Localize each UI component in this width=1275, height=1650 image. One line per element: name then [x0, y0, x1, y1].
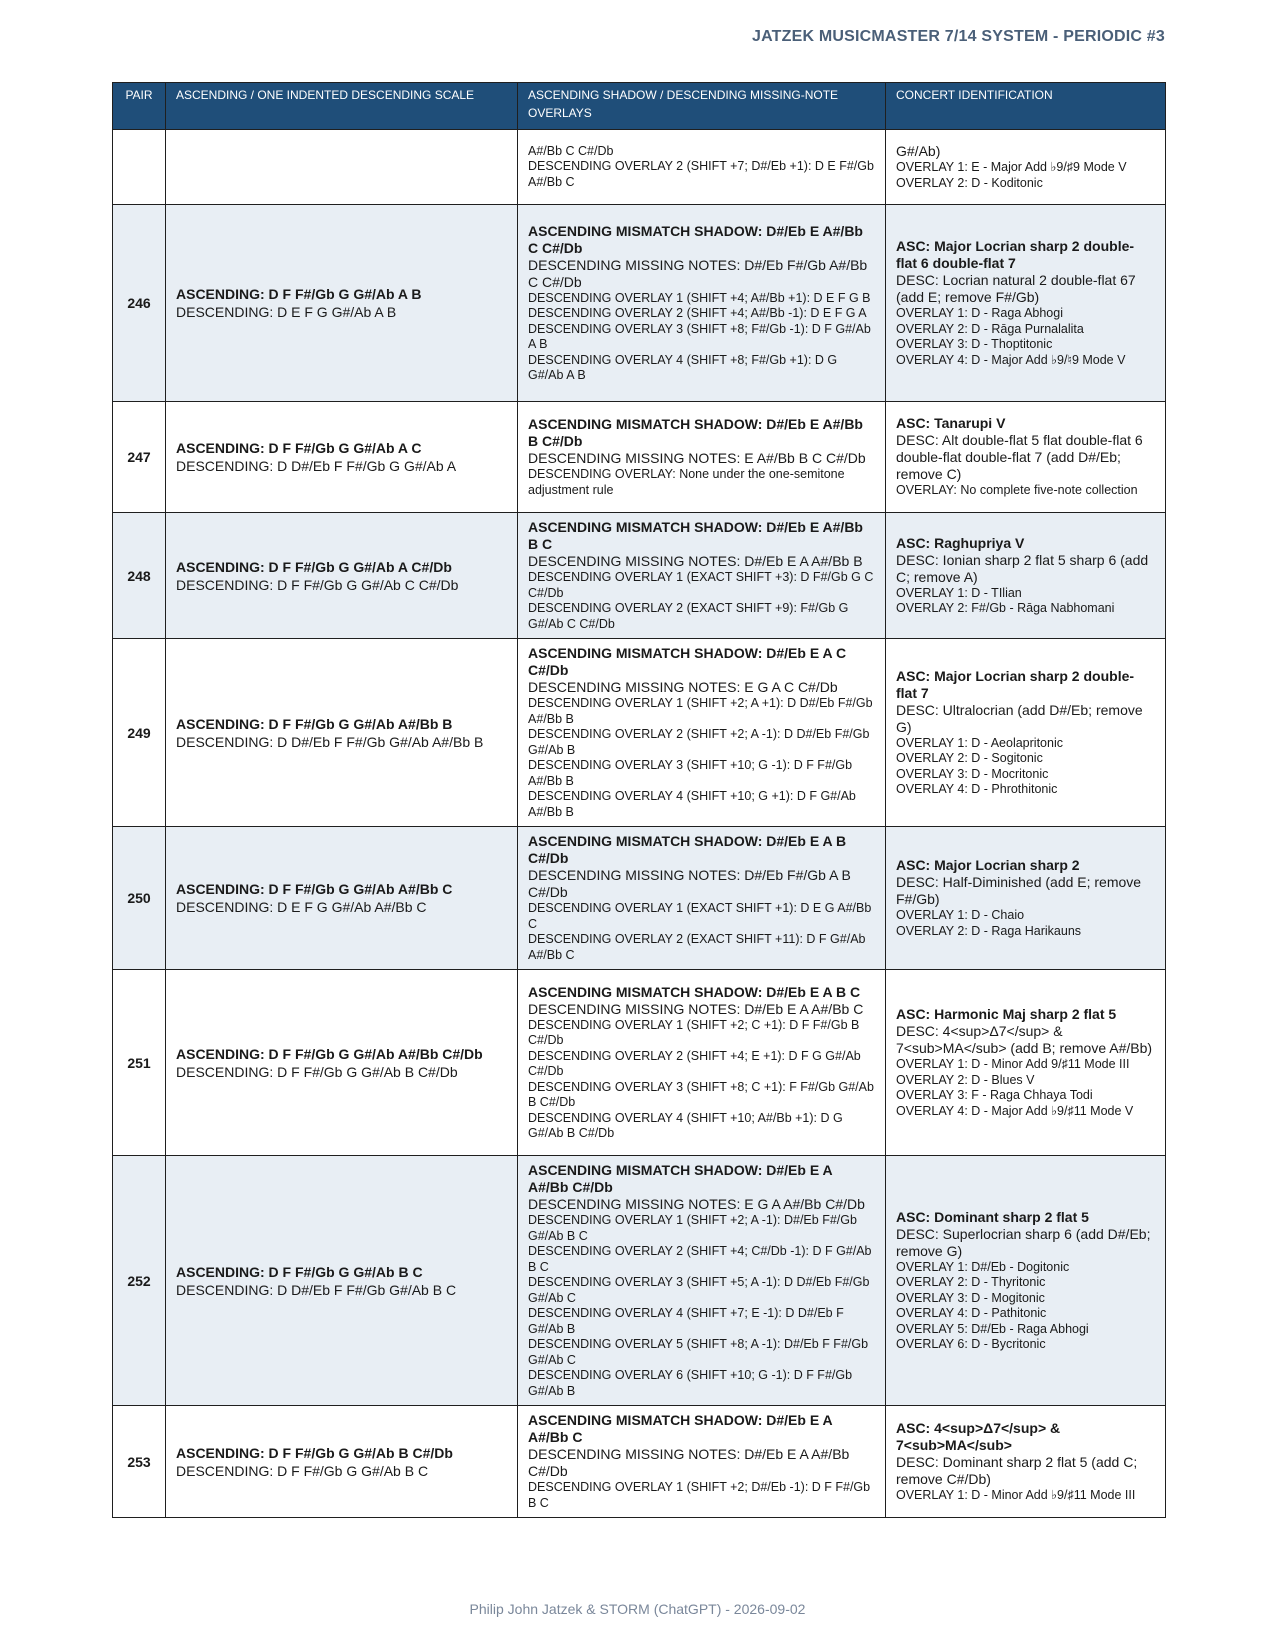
concert-overlay: OVERLAY 5: D#/Eb - Raga Abhogi — [896, 1321, 1089, 1336]
table-row — [113, 1156, 1166, 1406]
concert-overlay: OVERLAY 2: D - Koditonic — [896, 175, 1043, 190]
concert-overlay: OVERLAY 1: D - Minor Add ♭9/♯11 Mode III — [896, 1487, 1136, 1502]
concert-overlay: OVERLAY 1: D - TIlian — [896, 585, 1022, 600]
concert-ascending: ASC: Major Locrian sharp 2 double-flat 6 double-flat 7 — [896, 238, 1135, 271]
page-title: JATZEK MUSICMASTER 7/14 SYSTEM - PERIODIC #3 — [751, 28, 1165, 45]
scale-cell — [166, 205, 518, 402]
descending-overlay: DESCENDING OVERLAY 1 (EXACT SHIFT +3): D F#/Gb G C C#/Db — [528, 570, 874, 600]
table-row — [113, 205, 1166, 402]
table-header-row — [113, 83, 1166, 130]
descending-scale: DESCENDING: D F F#/Gb G G#/Ab C C#/Db — [176, 576, 459, 593]
missing-notes: DESCENDING MISSING NOTES: D#/Eb F#/Gb A#/Bb C C#/Db — [528, 256, 868, 290]
descending-overlay: DESCENDING OVERLAY 3 (SHIFT +10; G -1): D F F#/Gb A#/Bb B — [528, 758, 853, 788]
scale-cell — [166, 970, 518, 1156]
ascending-scale: ASCENDING: D F F#/Gb G G#/Ab A#/Bb B — [176, 715, 453, 732]
pair-number: 250 — [113, 827, 166, 970]
concert-descending: DESC: Ultralocrian (add D#/Eb; remove G) — [896, 701, 1143, 735]
concert-overlay: OVERLAY: No complete five-note collection — [896, 483, 1138, 498]
ascending-shadow: ASCENDING MISMATCH SHADOW: D#/Eb E A#/Bb C C#/Db — [528, 222, 863, 256]
ascending-shadow: ASCENDING MISMATCH SHADOW: D#/Eb E A#/Bb B C#/Db — [528, 416, 863, 449]
overlay-cell — [518, 1406, 886, 1518]
ascending-shadow: ASCENDING MISMATCH SHADOW: D#/Eb E A B C#/Db — [528, 833, 847, 866]
missing-notes: DESCENDING MISSING NOTES: E G A C C#/Db — [528, 679, 838, 695]
missing-notes: DESCENDING MISSING NOTES: D#/Eb E A A#/Bb C#/Db — [528, 1446, 850, 1479]
overlay-cell — [518, 402, 886, 513]
overlay-cell — [518, 970, 886, 1156]
concert-cell — [886, 402, 1166, 513]
concert-cell — [886, 205, 1166, 402]
pair-number: 247 — [113, 402, 166, 513]
pair-number — [113, 130, 166, 205]
concert-ascending: ASC: 4<sup>Δ7</sup> & 7<sub>MA</sub> — [896, 1419, 1061, 1453]
pair-number: 253 — [113, 1406, 166, 1518]
concert-descending: DESC: 4<sup>Δ7</sup> & 7<sub>MA</sub> (add B; remove A#/Bb) — [896, 1023, 1153, 1056]
pair-number: 249 — [113, 639, 166, 827]
pair-number: 246 — [113, 205, 166, 402]
concert-overlay: OVERLAY 2: F#/Gb - Rāga Nabhomani — [896, 601, 1115, 615]
descending-overlay: DESCENDING OVERLAY 6 (SHIFT +10; G -1): D F F#/Gb G#/Ab B — [528, 1368, 853, 1398]
ascending-shadow: ASCENDING MISMATCH SHADOW: D#/Eb E A A#/Bb C#/Db — [528, 1162, 833, 1195]
table-row — [113, 639, 1166, 827]
concert-overlay: OVERLAY 3: D - Mocritonic — [896, 766, 1049, 781]
table-row — [113, 513, 1166, 639]
overlay-cell — [518, 205, 886, 402]
descending-overlay: DESCENDING OVERLAY 3 (SHIFT +8; C +1): F F#/Gb G#/Ab B C#/Db — [528, 1079, 874, 1109]
missing-notes: DESCENDING MISSING NOTES: E G A A#/Bb C#/Db — [528, 1196, 865, 1212]
scale-cell — [166, 513, 518, 639]
descending-scale: DESCENDING: D F F#/Gb G G#/Ab B C#/Db — [176, 1063, 458, 1080]
concert-overlay: OVERLAY 3: F - Raga Chhaya Todi — [896, 1088, 1093, 1102]
concert-ascending: ASC: Harmonic Maj sharp 2 flat 5 — [896, 1006, 1117, 1022]
ascending-scale: ASCENDING: D F F#/Gb G G#/Ab A B — [176, 286, 422, 302]
concert-ascending: ASC: Raghupriya V — [896, 534, 1025, 551]
scale-cell — [166, 1156, 518, 1406]
missing-notes: DESCENDING MISSING NOTES: D#/Eb E A A#/Bb B — [528, 553, 863, 569]
descending-overlay: DESCENDING OVERLAY 4 (SHIFT +10; G +1): D F G#/Ab A#/Bb B — [528, 789, 856, 819]
descending-scale: DESCENDING: D D#/Eb F F#/Gb G G#/Ab A — [176, 458, 457, 474]
concert-descending: DESC: Superlocrian sharp 6 (add D#/Eb; remove G) — [896, 1225, 1151, 1259]
concert-cell — [886, 970, 1166, 1156]
concert-overlay: OVERLAY 1: D - Aeolapritonic — [896, 735, 1063, 750]
concert-overlay: OVERLAY 3: D - Mogitonic — [896, 1290, 1045, 1305]
concert-ascending: ASC: Dominant sharp 2 flat 5 — [896, 1208, 1089, 1225]
missing-notes: DESCENDING MISSING NOTES: E A#/Bb B C C#/Db — [528, 450, 866, 466]
table-body — [113, 130, 1166, 1518]
scale-cell — [166, 639, 518, 827]
concert-overlay: OVERLAY 2: D - Thyritonic — [896, 1275, 1046, 1289]
descending-overlay: DESCENDING OVERLAY 1 (SHIFT +2; D#/Eb -1): D F F#/Gb B C — [528, 1480, 871, 1510]
pair-number: 248 — [113, 513, 166, 639]
overlay-cell — [518, 513, 886, 639]
concert-cell — [886, 513, 1166, 639]
table-row — [113, 1406, 1166, 1518]
descending-overlay: DESCENDING OVERLAY 2 (SHIFT +4; A#/Bb -1): D E F G A — [528, 306, 867, 320]
descending-scale: DESCENDING: D F F#/Gb G G#/Ab B C — [176, 1462, 429, 1479]
descending-overlay: DESCENDING OVERLAY 1 (SHIFT +4; A#/Bb +1): D E F G B — [528, 290, 871, 305]
ascending-scale: ASCENDING: D F F#/Gb G G#/Ab A C#/Db — [176, 558, 452, 575]
pair-number: 251 — [113, 970, 166, 1156]
table-row — [113, 130, 1166, 205]
descending-overlay: DESCENDING OVERLAY 3 (SHIFT +5; A -1): D D#/Eb F#/Gb G#/Ab C — [528, 1275, 870, 1305]
concert-overlay: OVERLAY 4: D - Phrothitonic — [896, 782, 1058, 796]
column-header-scale: ASCENDING / ONE INDENTED DESCENDING SCALE — [166, 83, 518, 130]
descending-scale: DESCENDING: D D#/Eb F F#/Gb G#/Ab A#/Bb B — [176, 733, 484, 750]
concert-overlay: OVERLAY 1: E - Major Add ♭9/♯9 Mode V — [896, 160, 1127, 174]
column-header-overlays: ASCENDING SHADOW / DESCENDING MISSING-NOTE OVERLAYS — [518, 83, 886, 130]
ascending-shadow: ASCENDING MISMATCH SHADOW: D#/Eb E A#/Bb B C — [528, 519, 863, 552]
concert-descending: DESC: Dominant sharp 2 flat 5 (add C; remove C#/Db) — [896, 1453, 1138, 1487]
concert-overlay: OVERLAY 2: D - Raga Harikauns — [896, 923, 1082, 938]
descending-overlay: DESCENDING OVERLAY 2 (SHIFT +7; D#/Eb +1): D E F#/Gb A#/Bb C — [528, 159, 874, 189]
ascending-scale: ASCENDING: D F F#/Gb G G#/Ab A#/Bb C#/Db — [176, 1045, 483, 1062]
descending-overlay: DESCENDING OVERLAY 2 (SHIFT +4; E +1): D F G G#/Ab C#/Db — [528, 1048, 861, 1078]
ascending-scale: ASCENDING: D F F#/Gb G G#/Ab A C — [176, 440, 422, 456]
page-footer: Philip John Jatzek & STORM (ChatGPT) - 2026-09-02 — [469, 1601, 806, 1617]
scale-cell — [166, 1406, 518, 1518]
concert-ascending: ASC: Major Locrian sharp 2 — [896, 857, 1080, 873]
descending-overlay: DESCENDING OVERLAY 2 (EXACT SHIFT +9): F#/Gb G G#/Ab C C#/Db — [528, 601, 849, 631]
descending-overlay: DESCENDING OVERLAY 1 (SHIFT +2; A +1): D D#/Eb F#/Gb A#/Bb B — [528, 696, 873, 726]
concert-overlay: OVERLAY 1: D - Raga Abhogi — [896, 306, 1063, 320]
overlay-cell — [518, 639, 886, 827]
concert-cell — [886, 639, 1166, 827]
ascending-scale: ASCENDING: D F F#/Gb G G#/Ab B C — [176, 1263, 423, 1280]
ascending-shadow: ASCENDING MISMATCH SHADOW: D#/Eb E A B C — [528, 983, 861, 1000]
concert-overlay: OVERLAY 4: D - Major Add ♭9/♮9 Mode V — [896, 352, 1126, 367]
ascending-shadow: ASCENDING MISMATCH SHADOW: D#/Eb E A A#/Bb C — [528, 1412, 833, 1445]
scale-cell — [166, 402, 518, 513]
concert-overlay: OVERLAY 1: D#/Eb - Dogitonic — [896, 1259, 1070, 1274]
concert-overlay: OVERLAY 6: D - Bycritonic — [896, 1337, 1046, 1351]
concert-overlay: OVERLAY 4: D - Major Add ♭9/♯11 Mode V — [896, 1103, 1134, 1118]
missing-notes: DESCENDING MISSING NOTES: D#/Eb E A A#/Bb C — [528, 1000, 864, 1017]
concert-overlay: OVERLAY 2: D - Sogitonic — [896, 751, 1043, 765]
ascending-scale: ASCENDING: D F F#/Gb G G#/Ab A#/Bb C — [176, 881, 453, 897]
concert-ascending: ASC: Tanarupi V — [896, 415, 1006, 432]
pair-number: 252 — [113, 1156, 166, 1406]
concert-cell — [886, 130, 1166, 205]
ascending-shadow: ASCENDING MISMATCH SHADOW: D#/Eb E A C C#/Db — [528, 645, 847, 678]
concert-cell — [886, 1156, 1166, 1406]
ascending-scale: ASCENDING: D F F#/Gb G G#/Ab B C#/Db — [176, 1444, 453, 1461]
concert-cell — [886, 1406, 1166, 1518]
scale-cell — [166, 130, 518, 205]
descending-overlay: DESCENDING OVERLAY 1 (EXACT SHIFT +1): D E G A#/Bb C — [528, 901, 872, 931]
descending-overlay: DESCENDING OVERLAY 1 (SHIFT +2; A -1): D#/Eb F#/Gb G#/Ab B C — [528, 1213, 857, 1243]
descending-overlay: DESCENDING OVERLAY 4 (SHIFT +7; E -1): D D#/Eb F G#/Ab B — [528, 1306, 844, 1336]
descending-overlay: DESCENDING OVERLAY 5 (SHIFT +8; A -1): D#/Eb F F#/Gb G#/Ab C — [528, 1337, 869, 1367]
concert-overlay: OVERLAY 1: D - Minor Add 9/♯11 Mode III — [896, 1057, 1130, 1071]
missing-notes: DESCENDING MISSING NOTES: D#/Eb F#/Gb A B C#/Db — [528, 867, 851, 900]
concert-overlay: OVERLAY 2: D - Rāga Purnalalita — [896, 321, 1084, 336]
concert-cell — [886, 827, 1166, 970]
descending-overlay: DESCENDING OVERLAY 2 (EXACT SHIFT +11): D F G#/Ab A#/Bb C — [528, 932, 866, 962]
scale-cell — [166, 827, 518, 970]
overlay-cell — [518, 130, 886, 205]
descending-overlay: DESCENDING OVERLAY 1 (SHIFT +2; C +1): D F F#/Gb B C#/Db — [528, 1017, 860, 1047]
concert-ascending: ASC: Major Locrian sharp 2 double-flat 7 — [896, 667, 1135, 701]
scale-table — [112, 82, 1166, 1518]
concert-descending: DESC: Locrian natural 2 double-flat 67 (add E; remove F#/Gb) — [896, 272, 1136, 305]
overlay-cell — [518, 827, 886, 970]
table-row — [113, 402, 1166, 513]
descending-scale: DESCENDING: D D#/Eb F F#/Gb G#/Ab B C — [176, 1281, 457, 1298]
descending-overlay: DESCENDING OVERLAY 4 (SHIFT +8; F#/Gb +1): D G G#/Ab A B — [528, 352, 838, 382]
concert-descending: G#/Ab) — [896, 143, 941, 159]
table-row — [113, 827, 1166, 970]
concert-overlay: OVERLAY 3: D - Thoptitonic — [896, 337, 1053, 351]
column-header-concert: CONCERT IDENTIFICATION — [886, 83, 1166, 130]
column-header-pair: PAIR — [113, 83, 166, 130]
descending-scale: DESCENDING: D E F G G#/Ab A B — [176, 304, 397, 320]
descending-overlay: DESCENDING OVERLAY 3 (SHIFT +8; F#/Gb -1): D F G#/Ab A B — [528, 321, 871, 351]
concert-descending: DESC: Alt double-flat 5 flat double-flat 6 double-flat double-flat 7 (add D#/Eb; remove C) — [896, 432, 1143, 483]
descending-scale: DESCENDING: D E F G G#/Ab A#/Bb C — [176, 899, 427, 915]
overlay-cell — [518, 1156, 886, 1406]
concert-overlay: OVERLAY 2: D - Blues V — [896, 1072, 1035, 1087]
descending-overlay: DESCENDING OVERLAY 2 (SHIFT +4; C#/Db -1): D F G#/Ab B C — [528, 1244, 872, 1274]
table-row — [113, 970, 1166, 1156]
concert-descending: DESC: Half-Diminished (add E; remove F#/Gb) — [896, 874, 1142, 907]
descending-overlay: DESCENDING OVERLAY 2 (SHIFT +2; A -1): D D#/Eb F#/Gb G#/Ab B — [528, 727, 870, 757]
descending-overlay: DESCENDING OVERLAY: None under the one-semitone adjustment rule — [528, 467, 845, 497]
concert-overlay: OVERLAY 1: D - Chaio — [896, 908, 1025, 922]
descending-overlay: DESCENDING OVERLAY 4 (SHIFT +10; A#/Bb +1): D G G#/Ab B C#/Db — [528, 1110, 843, 1140]
descending-overlay: A#/Bb C C#/Db — [528, 143, 614, 158]
concert-descending: DESC: Ionian sharp 2 flat 5 sharp 6 (add C; remove A) — [896, 551, 1149, 585]
concert-overlay: OVERLAY 4: D - Pathitonic — [896, 1306, 1047, 1320]
